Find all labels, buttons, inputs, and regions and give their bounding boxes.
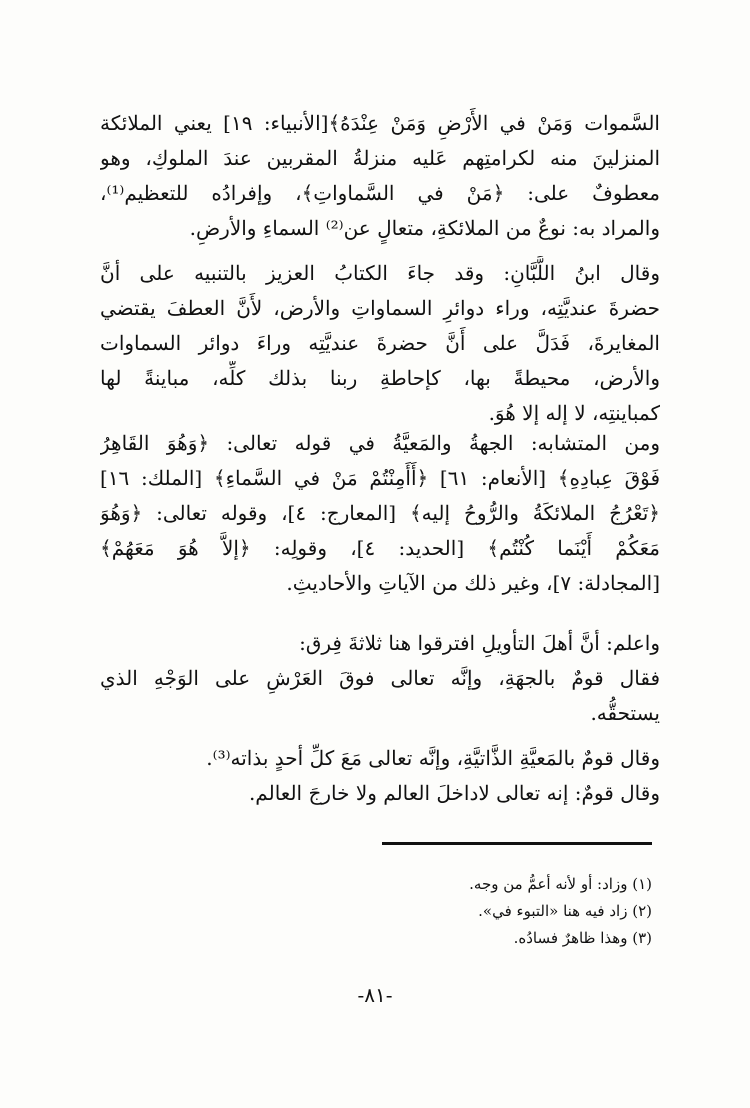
text-line: وقال قومٌ بالمَعيَّةِ الذَّاتيَّةِ، وإنَّه تعالى مَعَ كلِّ أحدٍ بذاته⁽³⁾. (206, 746, 660, 770)
text-line: والمراد به: نوعٌ من الملائكةِ، متعالٍ عن⁽²⁾ السماءِ والأرضِ. (189, 216, 660, 240)
text-line: وقال قومٌ: إنه تعالى لاداخلَ العالم ولا خارجَ العالم. (248, 781, 660, 805)
paragraph-angels-meaning (100, 106, 660, 246)
text-line: حضرةَ عنديَّتِه، وراء دوائرِ السماواتِ والأرض، لأَنَّ العطفَ يقتضي (100, 296, 660, 320)
text-line: السَّموات وَمَنْ في الأَرْضِ وَمَنْ عِنْدَهُ﴾[الأنبياء: ١٩] يعني الملائكة (100, 111, 660, 135)
footnotes (300, 871, 652, 952)
text-line: [المجادلة: ٧]، وغير ذلك من الآياتِ والأحاديثِ. (286, 571, 660, 595)
paragraph-groups-second (100, 741, 660, 776)
text-line: المنزلينَ منه لكرامتِهم عَليه منزلةُ المقربين عندَ الملوكِ، وهو (100, 146, 660, 170)
text-line: المغايرةَ، فَدَلَّ على أَنَّ حضرةَ عنديَّتِه وراءَ دوائر السماوات (100, 331, 660, 355)
text-line: معطوفٌ على: ﴿مَنْ في السَّماواتِ﴾، وإفرادُه للتعظيم⁽¹⁾، (100, 181, 660, 205)
footnote-separator (382, 842, 652, 845)
text-line: مَعَكُمْ أَيْنَما كُنْتُم﴾ [الحديد: ٤]، وقولِه: ﴿إلاَّ هُوَ مَعَهُمْ﴾ (100, 536, 660, 560)
text-line: يستحقُّه. (590, 701, 660, 725)
footnote-2: (٢) زاد فيه هنا «التبوء في». (478, 902, 652, 920)
page-number: -٨١- (357, 983, 393, 1007)
footnote-1: (١) وزاد: أو لأنه أعمُّ من وجه. (469, 875, 652, 893)
paragraph-mutashabih (100, 426, 660, 601)
text-line: وقال ابنُ اللَّبَّانِ: وقد جاءَ الكتابُ العزيز بالتنبيه على أنَّ (100, 261, 660, 285)
paragraph-ibn-labban (100, 256, 660, 431)
paragraph-groups-first (100, 626, 660, 731)
paragraph-groups-third (100, 776, 660, 811)
text-line: فَوْقَ عِبادِهِ﴾ [الأنعام: ٦١] ﴿أَأَمِنْتُمْ مَنْ في السَّماءِ﴾ [الملك: ١٦] (100, 466, 660, 490)
text-line: فقال قومٌ بالجهَةِ، وإنَّه تعالى فوقَ العَرْشِ على الوَجْهِ الذي (100, 666, 660, 690)
text-line: كمباينتِه، لا إله إلا هُوَ. (488, 401, 660, 425)
footnote-3: (٣) وهذا ظاهرٌ فسادُه. (513, 929, 652, 947)
text-line: ﴿تَعْرُجُ الملائكَةُ والرُّوحُ إليه﴾ [المعارج: ٤]، وقوله تعالى: ﴿وَهُوَ (100, 501, 660, 525)
text-line: ومن المتشابه: الجهةُ والمَعيَّةُ في قوله تعالى: ﴿وَهُوَ القَاهِرُ (100, 431, 660, 455)
text-line: واعلم: أنَّ أهلَ التأويلِ افترقوا هنا ثلاثةَ فِرق: (299, 631, 660, 655)
text-line: والأرض، محيطةً بها، كإحاطةِ ربنا بذلك كلِّه، مباينةً لها (100, 366, 660, 390)
